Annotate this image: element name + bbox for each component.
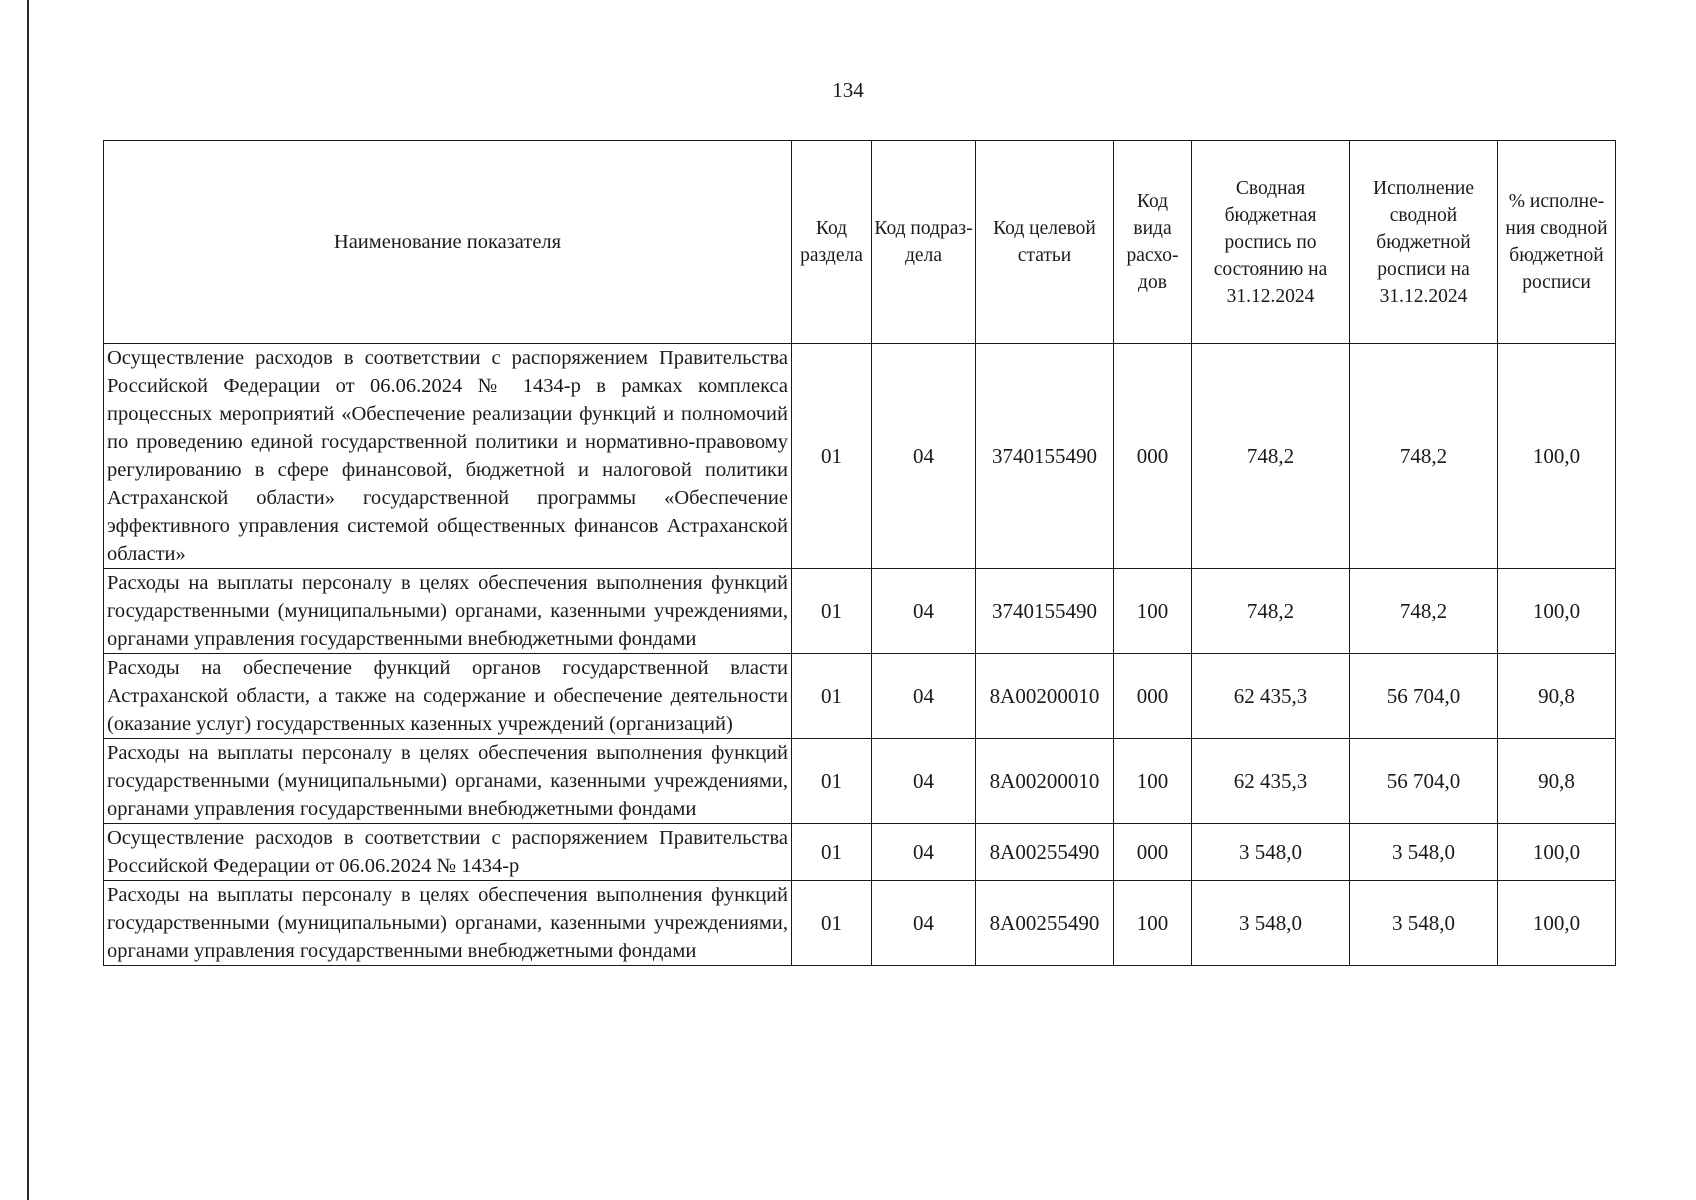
page-number: 134 [832,78,864,102]
row-budget-execution: 56 704,0 [1350,654,1498,739]
row-section-code: 01 [792,569,872,654]
row-expense-type: 100 [1114,881,1192,966]
header-budget-plan: Сводная бюджетная роспись по состоянию на 31.12.2024 [1192,141,1350,344]
row-target-code: 3740155490 [976,569,1114,654]
row-target-code: 8А00200010 [976,739,1114,824]
row-section-code: 01 [792,344,872,569]
row-execution-percent: 100,0 [1498,569,1616,654]
header-budget-execution: Исполнение сводной бюджетной росписи на 31.12.2024 [1350,141,1498,344]
table-row [104,824,1616,881]
row-budget-execution: 3 548,0 [1350,881,1498,966]
header-execution-percent: % исполнения сводной бюджетной росписи [1498,141,1616,344]
row-expense-type: 100 [1114,569,1192,654]
table-row [104,569,1616,654]
row-section-code: 01 [792,654,872,739]
budget-execution-table [103,140,1616,966]
row-budget-plan: 3 548,0 [1192,881,1350,966]
row-name: Расходы на выплаты персоналу в целях обеспечения выполнения функций государственными (муниципальными) органами, казенными учреждениями, органами управления государственными внебюджетными фондами [104,881,792,966]
row-subsection-code: 04 [872,824,976,881]
header-name: Наименование показателя [104,141,792,344]
row-target-code: 8А00255490 [976,824,1114,881]
table-header-row [104,141,1616,344]
row-subsection-code: 04 [872,654,976,739]
row-expense-type: 000 [1114,344,1192,569]
row-subsection-code: 04 [872,344,976,569]
header-expense-type-code: Код вида расходов [1114,141,1192,344]
row-execution-percent: 100,0 [1498,344,1616,569]
row-budget-plan: 62 435,3 [1192,739,1350,824]
row-expense-type: 000 [1114,654,1192,739]
row-subsection-code: 04 [872,739,976,824]
row-budget-plan: 748,2 [1192,344,1350,569]
row-target-code: 3740155490 [976,344,1114,569]
row-execution-percent: 90,8 [1498,739,1616,824]
row-budget-execution: 56 704,0 [1350,739,1498,824]
row-name: Расходы на выплаты персоналу в целях обеспечения выполнения функций государственными (муниципальными) органами, казенными учреждениями, органами управления государственными внебюджетными фондами [104,739,792,824]
row-expense-type: 100 [1114,739,1192,824]
row-budget-execution: 3 548,0 [1350,824,1498,881]
row-target-code: 8А00200010 [976,654,1114,739]
row-name: Расходы на выплаты персоналу в целях обеспечения выполнения функций государственными (муниципальными) органами, казенными учреждениями, органами управления государственными внебюджетными фондами [104,569,792,654]
row-section-code: 01 [792,824,872,881]
row-execution-percent: 100,0 [1498,824,1616,881]
scan-edge-line [27,0,29,1200]
row-execution-percent: 90,8 [1498,654,1616,739]
header-target-code: Код целевой статьи [976,141,1114,344]
row-expense-type: 000 [1114,824,1192,881]
row-execution-percent: 100,0 [1498,881,1616,966]
row-name: Осуществление расходов в соответствии с распоряжением Правительства Российской Федерации от 06.06.2024 № 1434-р в рамках комплекса процессных мероприятий «Обеспечение реализации функций и полномочий по проведению единой государственной политики и нормативно-правовому регулированию в сфере финансовой, бюджетной и налоговой политики Астраханской области» государственной программы «Обеспечение эффективного управления системой общественных финансов Астраханской области» [104,344,792,569]
header-section-code: Код раздела [792,141,872,344]
table-row [104,739,1616,824]
row-subsection-code: 04 [872,569,976,654]
row-section-code: 01 [792,881,872,966]
row-budget-plan: 748,2 [1192,569,1350,654]
header-subsection-code: Код подраздела [872,141,976,344]
table-row [104,654,1616,739]
row-target-code: 8А00255490 [976,881,1114,966]
table-row [104,344,1616,569]
row-subsection-code: 04 [872,881,976,966]
row-section-code: 01 [792,739,872,824]
row-name: Осуществление расходов в соответствии с распоряжением Правительства Российской Федерации от 06.06.2024 № 1434-р [104,824,792,881]
row-budget-execution: 748,2 [1350,344,1498,569]
row-budget-plan: 3 548,0 [1192,824,1350,881]
row-budget-plan: 62 435,3 [1192,654,1350,739]
row-budget-execution: 748,2 [1350,569,1498,654]
table-row [104,881,1616,966]
row-name: Расходы на обеспечение функций органов государственной власти Астраханской области, а также на содержание и обеспечение деятельности (оказание услуг) государственных казенных учреждений (организаций) [104,654,792,739]
